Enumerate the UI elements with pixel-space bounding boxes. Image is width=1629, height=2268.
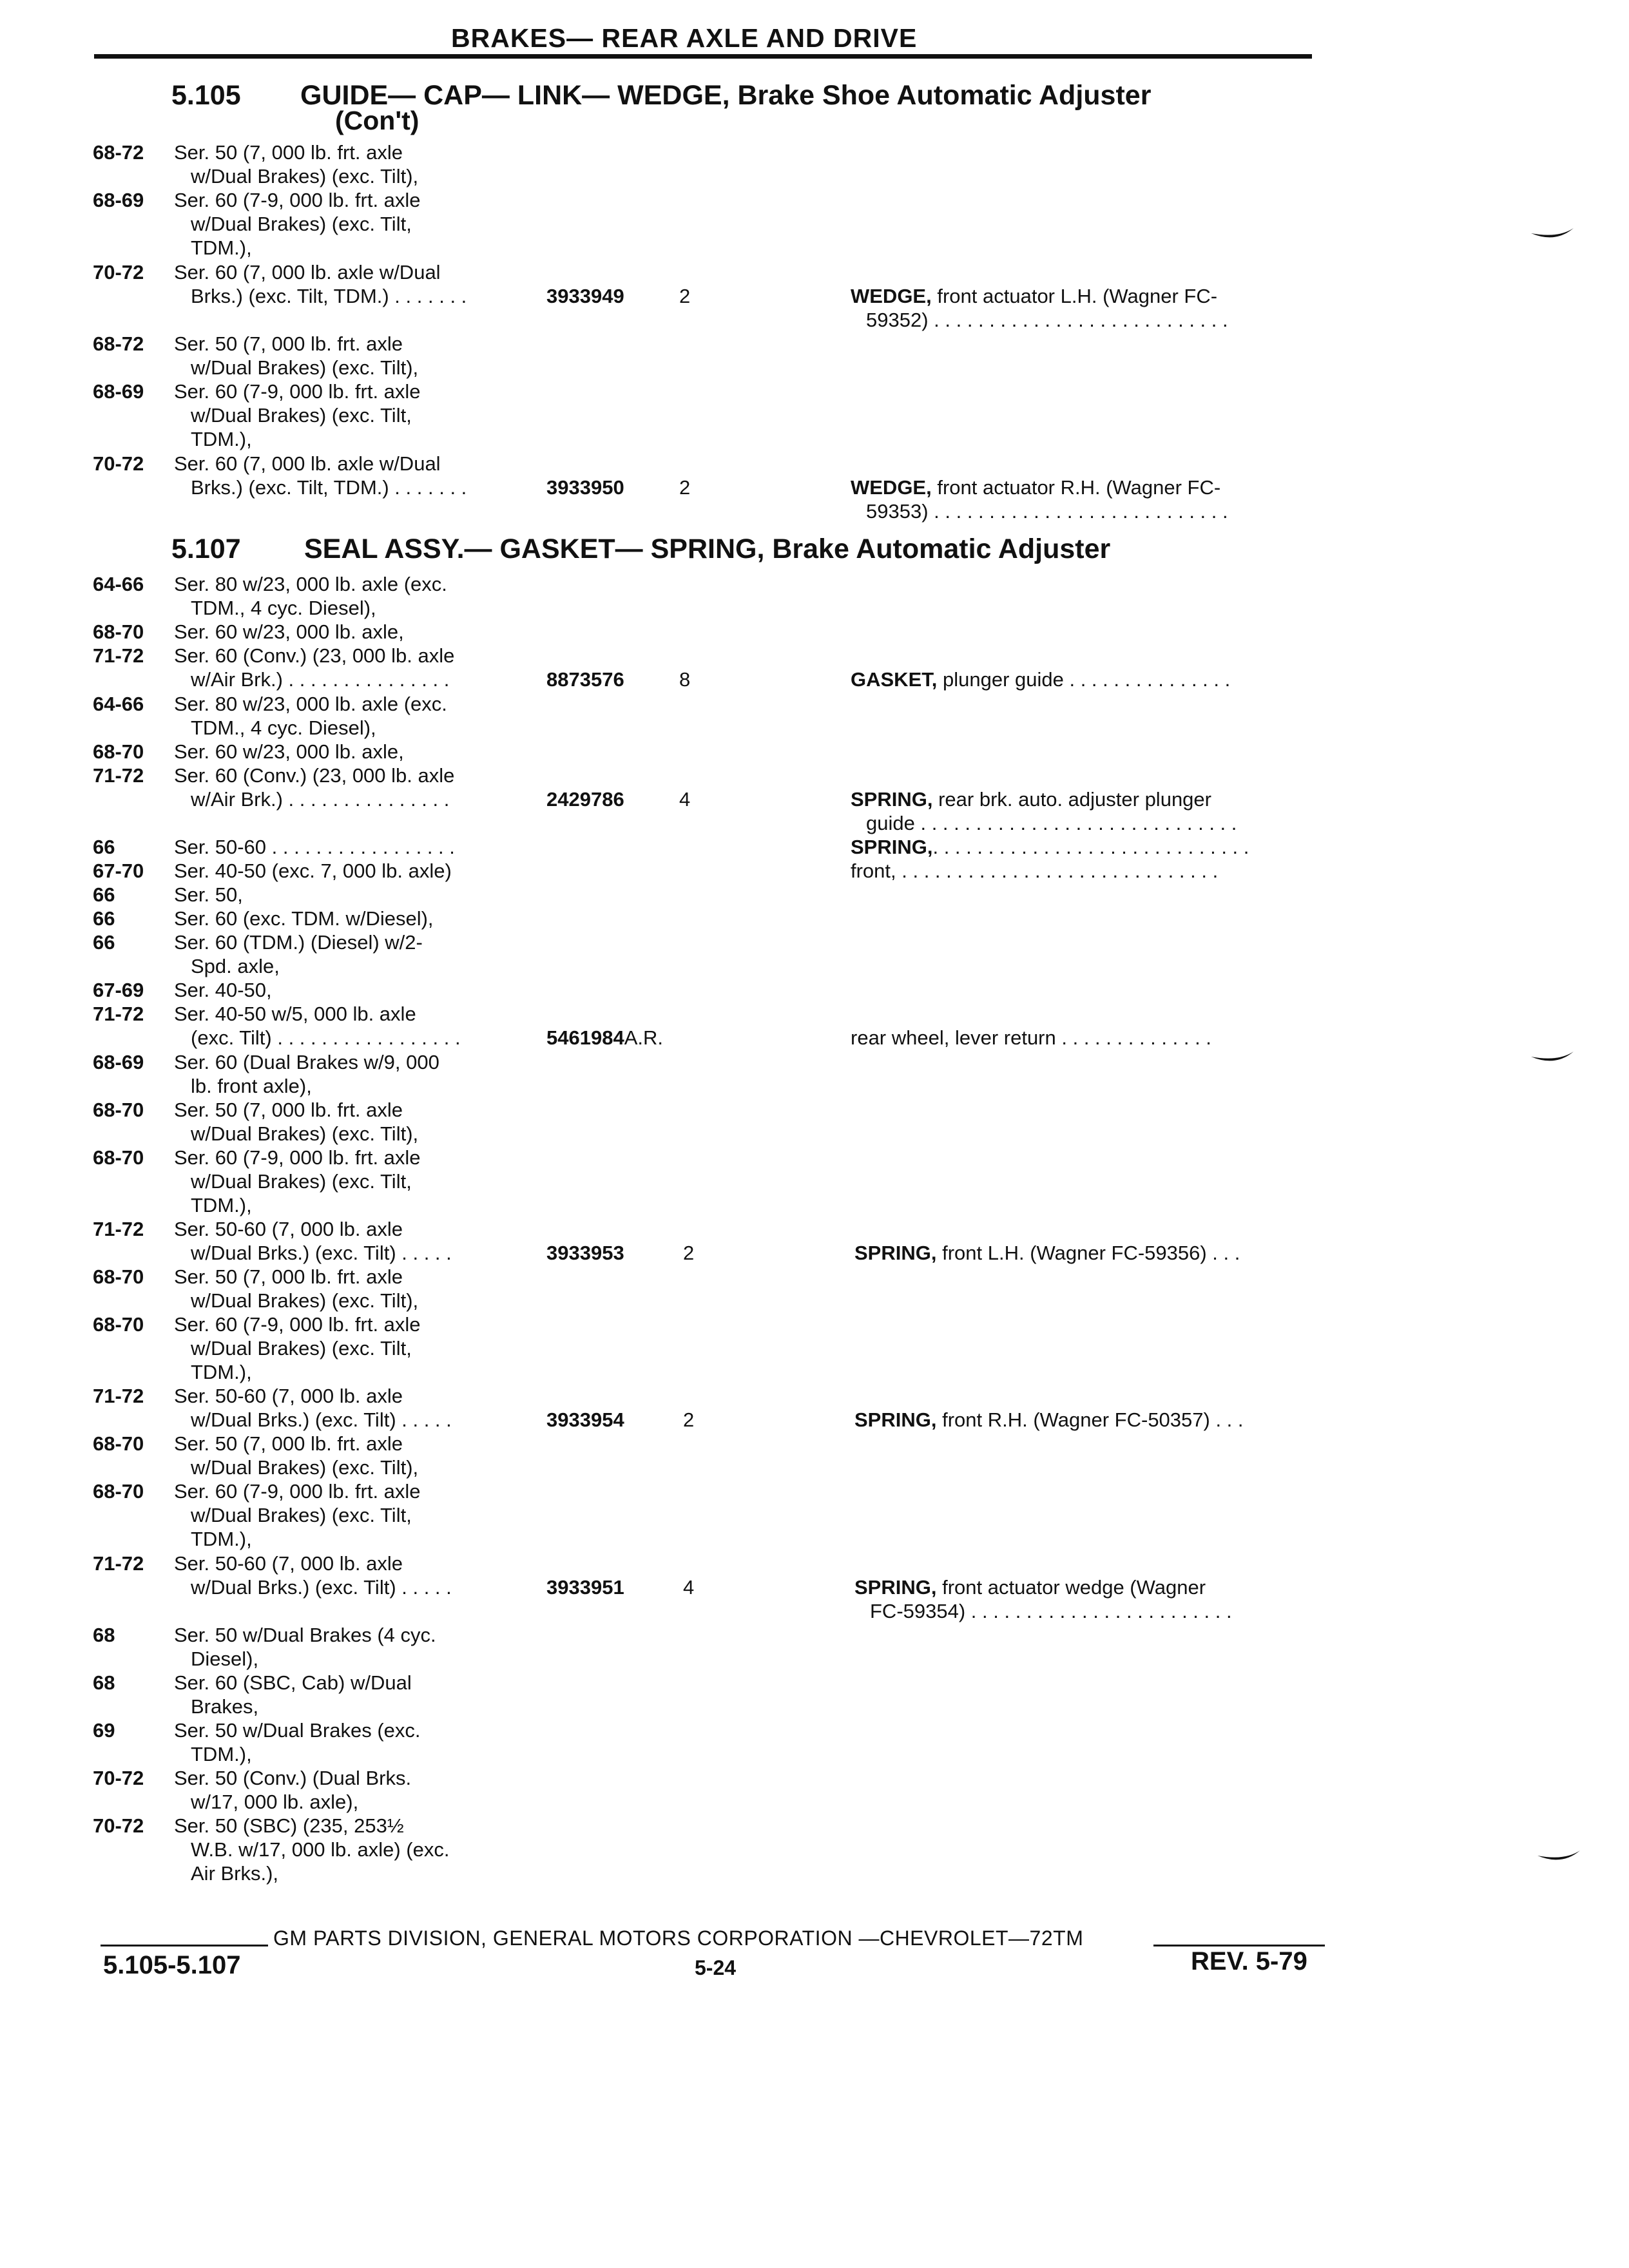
application-line: w/Air Brk.) . . . . . . . . . . . . . . .	[191, 668, 450, 691]
application-line: Ser. 60 (7-9, 000 lb. frt. axle	[174, 1480, 421, 1503]
model-years: 68-72	[93, 141, 144, 164]
model-years: 68	[93, 1671, 115, 1694]
part-number	[546, 1026, 663, 1050]
application-line: Ser. 50 (7, 000 lb. frt. axle	[174, 1099, 403, 1121]
model-years: 68	[93, 1624, 115, 1646]
application-text	[174, 1002, 535, 1050]
footer-publisher: GM PARTS DIVISION, GENERAL MOTORS CORPORATION —CHEVROLET—72TM	[273, 1927, 1084, 1950]
description-text: plunger guide . . . . . . . . . . . . . . .	[937, 668, 1231, 691]
description-line	[851, 476, 1315, 499]
application-text	[174, 1814, 535, 1885]
part-description	[854, 1241, 1318, 1265]
description-text: front actuator wedge (Wagner	[936, 1576, 1206, 1599]
application-text	[174, 1479, 535, 1551]
description-line	[851, 811, 1315, 835]
margin-tick-mark	[1536, 1848, 1581, 1867]
application-line: Ser. 60 (Dual Brakes w/9, 000	[174, 1051, 439, 1073]
page-header-title: BRAKES— REAR AXLE AND DRIVE	[451, 23, 918, 53]
application-line: w/Dual Brakes) (exc. Tilt),	[191, 165, 419, 187]
description-line	[854, 1599, 1318, 1623]
application-line: TDM.),	[191, 236, 252, 259]
application-text	[174, 188, 535, 260]
application-line: TDM.),	[191, 1528, 252, 1550]
part-description	[851, 668, 1315, 691]
description-line	[854, 1575, 1318, 1599]
application-line: Spd. axle,	[191, 955, 280, 977]
application-line: w/Dual Brks.) (exc. Tilt) . . . . .	[191, 1408, 452, 1431]
application-line: Diesel),	[191, 1648, 259, 1670]
model-years: 68-69	[93, 189, 144, 211]
application-line: w/Dual Brks.) (exc. Tilt) . . . . .	[191, 1576, 452, 1599]
model-years: 66	[93, 836, 115, 858]
quantity: 8	[679, 668, 691, 691]
model-years: 67-69	[93, 979, 144, 1001]
description-text: rear brk. auto. adjuster plunger	[932, 788, 1211, 811]
model-years: 70-72	[93, 452, 144, 475]
application-line: Ser. 50-60 (7, 000 lb. axle	[174, 1385, 403, 1407]
application-text	[174, 978, 535, 1002]
part-number-value: 3933949	[546, 285, 624, 307]
application-text	[174, 620, 535, 644]
part-number-value: 5461984	[546, 1026, 624, 1049]
application-line: Ser. 50 w/Dual Brakes (4 cyc.	[174, 1624, 436, 1646]
application-text	[174, 859, 535, 883]
description-text: FC-59354) . . . . . . . . . . . . . . . . . . . . . . . .	[870, 1600, 1232, 1622]
part-number	[546, 668, 624, 691]
application-line: TDM.),	[191, 1361, 252, 1383]
application-line: Ser. 60 (7, 000 lb. axle w/Dual	[174, 452, 441, 475]
part-description	[851, 787, 1315, 835]
application-text	[174, 740, 535, 764]
quantity: 2	[683, 1242, 695, 1264]
application-text	[174, 140, 535, 188]
margin-tick-mark	[1530, 226, 1575, 245]
section-title: GUIDE— CAP— LINK— WEDGE, Brake Shoe Automatic Adjuster	[300, 80, 1152, 111]
model-years: 71-72	[93, 1218, 144, 1240]
application-line: w/17, 000 lb. axle),	[191, 1791, 359, 1813]
description-keyword: WEDGE,	[851, 476, 932, 499]
application-text	[174, 1766, 535, 1814]
part-number	[546, 476, 624, 499]
application-line: w/Dual Brakes) (exc. Tilt),	[191, 356, 419, 379]
application-text	[174, 380, 535, 451]
model-years: 68-70	[93, 1099, 144, 1121]
application-line: Ser. 50-60 (7, 000 lb. axle	[174, 1552, 403, 1575]
application-line: w/Dual Brakes) (exc. Tilt,	[191, 1170, 412, 1193]
footer-rule-left	[101, 1945, 268, 1946]
part-number-suffix: A.R.	[624, 1026, 663, 1049]
model-years: 71-72	[93, 764, 144, 787]
part-number-value: 3933954	[546, 1408, 624, 1431]
part-number	[546, 787, 624, 811]
description-text: 59352) . . . . . . . . . . . . . . . . . . . . . . . . . . .	[866, 309, 1228, 331]
application-line: Ser. 50 (SBC) (235, 253½	[174, 1814, 404, 1837]
application-text	[174, 1312, 535, 1384]
model-years: 68-70	[93, 1313, 144, 1336]
section-number: 5.107	[171, 533, 241, 564]
part-number	[546, 1575, 624, 1599]
part-description	[851, 284, 1315, 332]
model-years: 70-72	[93, 1767, 144, 1789]
application-line: Brks.) (exc. Tilt, TDM.) . . . . . . .	[191, 285, 467, 307]
part-description	[851, 835, 1315, 859]
application-line: W.B. w/17, 000 lb. axle) (exc.	[191, 1838, 450, 1861]
application-line: Ser. 50 w/Dual Brakes (exc.	[174, 1719, 421, 1742]
description-line	[851, 1026, 1315, 1050]
model-years: 68-70	[93, 1432, 144, 1455]
application-text	[174, 1146, 535, 1217]
description-text: front actuator L.H. (Wagner FC-	[931, 285, 1218, 307]
application-text	[174, 1623, 535, 1671]
model-years: 71-72	[93, 1003, 144, 1025]
application-line: Ser. 60 (TDM.) (Diesel) w/2-	[174, 931, 423, 954]
model-years: 68-70	[93, 740, 144, 763]
application-line: Ser. 60 (7, 000 lb. axle w/Dual	[174, 261, 441, 284]
application-line: Ser. 50-60 . . . . . . . . . . . . . . . . .	[174, 836, 455, 858]
application-text	[174, 1217, 535, 1265]
part-number-value: 8873576	[546, 668, 624, 691]
model-years: 68-70	[93, 620, 144, 643]
description-line	[851, 668, 1315, 691]
application-line: TDM.),	[191, 428, 252, 450]
application-text	[174, 1265, 535, 1312]
section-number: 5.105	[171, 80, 241, 111]
description-keyword: SPRING,	[851, 836, 933, 858]
model-years: 68-69	[93, 380, 144, 403]
application-line: Ser. 60 (exc. TDM. w/Diesel),	[174, 907, 434, 930]
application-line: Ser. 40-50 (exc. 7, 000 lb. axle)	[174, 860, 452, 882]
description-line	[854, 1408, 1318, 1432]
application-line: Ser. 50 (Conv.) (Dual Brks.	[174, 1767, 412, 1789]
application-line: Ser. 60 (7-9, 000 lb. frt. axle	[174, 380, 421, 403]
application-text	[174, 1718, 535, 1766]
part-description	[854, 1575, 1318, 1623]
part-number-value: 3933951	[546, 1576, 624, 1599]
description-text: front actuator R.H. (Wagner FC-	[931, 476, 1221, 499]
description-line	[851, 787, 1315, 811]
application-line: Ser. 60 (SBC, Cab) w/Dual	[174, 1671, 412, 1694]
model-years: 68-70	[93, 1265, 144, 1288]
application-line: Ser. 80 w/23, 000 lb. axle (exc.	[174, 693, 447, 715]
section-continued-label: (Con't)	[335, 106, 419, 135]
application-line: Ser. 60 w/23, 000 lb. axle,	[174, 620, 404, 643]
application-line: Air Brks.),	[191, 1862, 279, 1885]
application-line: Brakes,	[191, 1695, 259, 1718]
application-line: TDM., 4 cyc. Diesel),	[191, 716, 376, 739]
application-line: Ser. 50,	[174, 883, 243, 906]
margin-tick-mark	[1530, 1049, 1575, 1068]
application-text	[174, 883, 535, 907]
description-text: 59353) . . . . . . . . . . . . . . . . . . . . . . . . . . .	[866, 500, 1228, 523]
description-keyword: SPRING,	[854, 1576, 937, 1599]
application-text	[174, 1671, 535, 1718]
application-line: Ser. 50 (7, 000 lb. frt. axle	[174, 1432, 403, 1455]
description-line	[851, 859, 1315, 883]
part-number-value: 3933950	[546, 476, 624, 499]
model-years: 66	[93, 931, 115, 954]
application-line: lb. front axle),	[191, 1075, 312, 1097]
application-line: w/Dual Brakes) (exc. Tilt,	[191, 1504, 412, 1526]
part-number	[546, 1408, 624, 1432]
part-description	[851, 859, 1315, 883]
application-text	[174, 1432, 535, 1479]
quantity: 4	[683, 1576, 695, 1599]
application-line: TDM., 4 cyc. Diesel),	[191, 597, 376, 619]
application-line: (exc. Tilt) . . . . . . . . . . . . . . . . .	[191, 1026, 461, 1049]
description-line	[854, 1241, 1318, 1265]
model-years: 64-66	[93, 573, 144, 595]
application-line: Ser. 60 (7-9, 000 lb. frt. axle	[174, 1313, 421, 1336]
description-text: front R.H. (Wagner FC-50357) . . .	[936, 1408, 1244, 1431]
application-text	[174, 764, 535, 811]
description-text: . . . . . . . . . . . . . . . . . . . . . . . . . . . . .	[932, 836, 1249, 858]
application-text	[174, 1552, 535, 1599]
footer-section-range: 5.105-5.107	[103, 1951, 241, 1979]
application-text	[174, 907, 535, 930]
description-keyword: GASKET,	[851, 668, 938, 691]
description-line	[851, 284, 1315, 308]
quantity: 2	[679, 476, 691, 499]
model-years: 71-72	[93, 1385, 144, 1407]
model-years: 67-70	[93, 860, 144, 882]
model-years: 66	[93, 883, 115, 906]
application-line: w/Dual Brakes) (exc. Tilt,	[191, 1337, 412, 1360]
quantity: 2	[683, 1408, 695, 1431]
application-text	[174, 835, 535, 859]
application-line: TDM.),	[191, 1743, 252, 1765]
application-line: w/Dual Brakes) (exc. Tilt),	[191, 1289, 419, 1312]
model-years: 68-70	[93, 1146, 144, 1169]
model-years: 69	[93, 1719, 115, 1742]
model-years: 70-72	[93, 1814, 144, 1837]
application-line: TDM.),	[191, 1194, 252, 1216]
description-keyword: WEDGE,	[851, 285, 932, 307]
part-number	[546, 284, 624, 308]
application-line: Ser. 60 (7-9, 000 lb. frt. axle	[174, 1146, 421, 1169]
application-text	[174, 1098, 535, 1146]
application-line: Brks.) (exc. Tilt, TDM.) . . . . . . .	[191, 476, 467, 499]
model-years: 68-72	[93, 332, 144, 355]
footer-page-number: 5-24	[695, 1956, 737, 1979]
application-text	[174, 692, 535, 740]
application-text	[174, 644, 535, 691]
description-keyword: SPRING,	[854, 1408, 937, 1431]
section-title: SEAL ASSY.— GASKET— SPRING, Brake Automatic Adjuster	[304, 533, 1111, 564]
application-line: Ser. 40-50,	[174, 979, 272, 1001]
application-line: w/Dual Brakes) (exc. Tilt,	[191, 404, 412, 427]
description-text: front, . . . . . . . . . . . . . . . . . . . . . . . . . . . . .	[851, 860, 1219, 882]
application-line: Ser. 60 (Conv.) (23, 000 lb. axle	[174, 764, 455, 787]
description-line	[851, 308, 1315, 332]
description-line	[851, 835, 1315, 859]
model-years: 71-72	[93, 1552, 144, 1575]
description-text: front L.H. (Wagner FC-59356) . . .	[936, 1242, 1240, 1264]
application-line: Ser. 60 (Conv.) (23, 000 lb. axle	[174, 644, 455, 667]
model-years: 71-72	[93, 644, 144, 667]
part-number-value: 3933953	[546, 1242, 624, 1264]
model-years: 70-72	[93, 261, 144, 284]
application-text	[174, 930, 535, 978]
footer-revision: REV. 5-79	[1191, 1947, 1307, 1975]
application-line: Ser. 60 w/23, 000 lb. axle,	[174, 740, 404, 763]
model-years: 68-70	[93, 1480, 144, 1503]
description-keyword: SPRING,	[851, 788, 933, 811]
description-text: guide . . . . . . . . . . . . . . . . . . . . . . . . . . . . .	[866, 812, 1237, 834]
model-years: 66	[93, 907, 115, 930]
description-text: rear wheel, lever return . . . . . . . . . . . . . .	[851, 1026, 1211, 1049]
application-line: w/Dual Brakes) (exc. Tilt,	[191, 213, 412, 235]
application-line: Ser. 50-60 (7, 000 lb. axle	[174, 1218, 403, 1240]
application-text	[174, 260, 535, 308]
part-description	[854, 1408, 1318, 1432]
application-line: Ser. 60 (7-9, 000 lb. frt. axle	[174, 189, 421, 211]
footer-rule-right	[1153, 1945, 1325, 1946]
application-text	[174, 452, 535, 499]
application-line: Ser. 50 (7, 000 lb. frt. axle	[174, 141, 403, 164]
model-years: 64-66	[93, 693, 144, 715]
description-keyword: SPRING,	[854, 1242, 937, 1264]
part-description	[851, 1026, 1315, 1050]
part-number-value: 2429786	[546, 788, 624, 811]
application-text	[174, 332, 535, 380]
application-text	[174, 1384, 535, 1432]
application-line: w/Dual Brks.) (exc. Tilt) . . . . .	[191, 1242, 452, 1264]
application-line: Ser. 50 (7, 000 lb. frt. axle	[174, 332, 403, 355]
application-line: Ser. 50 (7, 000 lb. frt. axle	[174, 1265, 403, 1288]
application-line: Ser. 80 w/23, 000 lb. axle (exc.	[174, 573, 447, 595]
application-text	[174, 572, 535, 620]
model-years: 68-69	[93, 1051, 144, 1073]
quantity: 4	[679, 788, 691, 811]
description-line	[851, 499, 1315, 523]
part-description	[851, 476, 1315, 523]
part-number	[546, 1241, 624, 1265]
application-text	[174, 1050, 535, 1098]
quantity: 2	[679, 285, 691, 307]
application-line: w/Dual Brakes) (exc. Tilt),	[191, 1456, 419, 1479]
application-line: Ser. 40-50 w/5, 000 lb. axle	[174, 1003, 416, 1025]
application-line: w/Air Brk.) . . . . . . . . . . . . . . .	[191, 788, 450, 811]
header-rule	[94, 54, 1312, 59]
application-line: w/Dual Brakes) (exc. Tilt),	[191, 1122, 419, 1145]
